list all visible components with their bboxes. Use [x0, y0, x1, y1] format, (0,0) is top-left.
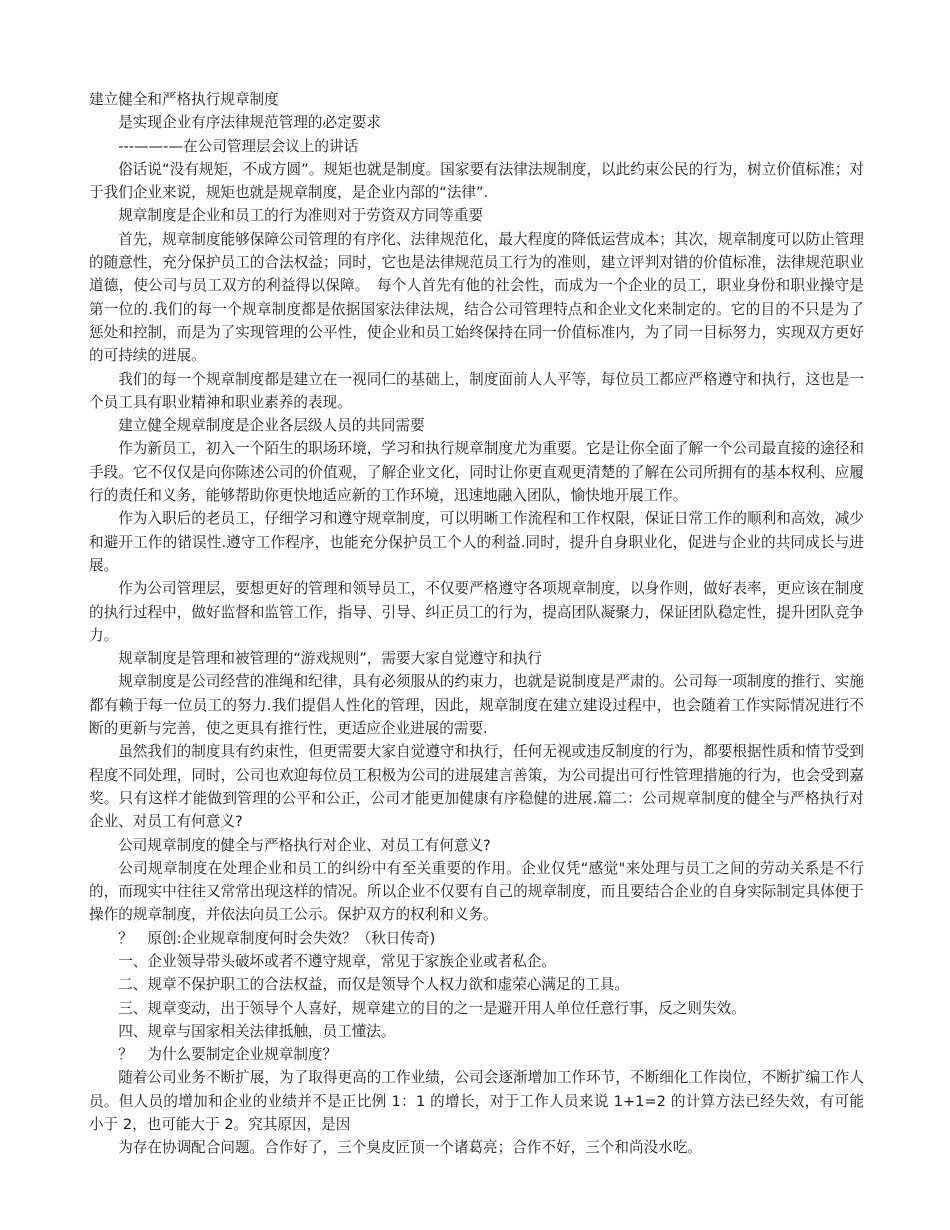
paragraph-body: 为存在协调配合问题。合作好了，三个臭皮匠顶一个诸葛亮；合作不好，三个和尚没水吃。: [118, 1139, 702, 1157]
paragraph-body: 作为公司管理层，要想更好的管理和领导员工，不仅要严格遵守各项规章制度，以身作则，做好表率，更应该在制度的执行过程中，做好监督和监管工作，指导、引导、纠正员工的行为，提高团队凝聚力，保证团队稳定性，提升团队竞争力。: [89, 580, 864, 644]
paragraph-intro: 俗话说“没有规矩，不成方圆”。规矩也就是制度。国家要有法律法规制度，以此约束公民的行为，树立价值标准；对于我们企业来说，规矩也就是规章制度，是企业内部的“法律”.: [89, 160, 864, 202]
section-heading: 公司规章制度的健全与严格执行对企业、对员工有何意义?: [118, 836, 491, 854]
paragraph-body: 随着公司业务不断扩展，为了取得更高的工作业绩，公司会逐渐增加工作环节，不断细化工作岗位，不断扩编工作人员。但人员的增加和企业的业绩并不是正比例 1：1 的增长，对于工作人员来说 1+1=2 的计算方法已经失效，有可能小于 2，也可能大于 2。究其原因，是因: [89, 1069, 864, 1134]
paragraph-body: 公司规章制度在处理企业和员工的纠纷中有至关重要的作用。企业仅凭“感觉"来处理与员工之间的劳动关系是不行的，而现实中往往又常常出现这样的情况。所以企业不仅要有自己的规章制度，而且要结合企业的自身实际制定具体便于操作的规章制度，并依法向员工公示。保护双方的权利和义务。: [89, 859, 864, 924]
paragraph-body: 虽然我们的制度具有约束性，但更需要大家自觉遵守和执行，任何无视或违反制度的行为，都要根据性质和情节受到程度不同处理，同时，公司也欢迎每位员工积极为公司的进展建言善策，为公司提出可行性管理措施的行为，也会受到嘉奖。只有这样才能做到管理的公平和公正，公司才能更加健康有序稳健的进展.篇二：公司规章制度的健全与严格执行对企业、对员工有何意义?: [89, 743, 864, 831]
section-heading: 建立健全规章制度是企业各层级人员的共同需要: [118, 417, 425, 435]
document-title: 建立健全和严格执行规章制度: [89, 91, 279, 108]
document-subtitle: 是实现企业有序法律规范管理的必定要求: [118, 114, 381, 132]
list-item: 三、规章变动，出于领导个人喜好，规章建立的目的之一是避开用人单位任意行事，反之则失效。: [118, 999, 746, 1017]
paragraph-body: 作为新员工，初入一个陌生的职场环境，学习和执行规章制度尤为重要。它是让你全面了解一个公司最直接的途径和手段。它不仅仅是向你陈述公司的价值观，了解企业文化，同时让你更直观更清楚的了解在公司所拥有的基本权利、应履行的责任和义务，能够帮助你更快地适应新的工作环境，迅速地融入团队，愉快地开展工作。: [89, 440, 864, 505]
paragraph-body: 首先，规章制度能够保障公司管理的有序化、法律规范化，最大程度的降低运营成本；其次，规章制度可以防止管理的随意性，充分保护员工的合法权益；同时，它也是法律规范员工行为的准则，建立评判对错的价值标准，法律规范职业道德，使公司与员工双方的利益得以保障。 每个人首先有他的社会性，而成为一个企业的员工，职业身份和职业操守是第一位的.我们的每一个规章制度都是依据国家法律法规，结合公司管理特点和企业文化来制定的。它的目的不只是为了惩处和控制，而是为了实现管理的公平性，使企业和员工始终保持在同一价值标准内，为了同一目标努力，实现双方更好的可持续的进展。: [89, 230, 864, 365]
question-heading: ？ 为什么要制定企业规章制度？: [118, 1046, 338, 1064]
speech-note: ---——-—在公司管理层会议上的讲话: [118, 137, 359, 155]
question-heading: ？ 原创:企业规章制度何时会失效？（秋日传奇): [118, 929, 436, 947]
list-item: 一、企业领导带头破坏或者不遵守规章，常见于家族企业或者私企。: [118, 952, 557, 970]
section-heading: 规章制度是管理和被管理的“游戏规则”，需要大家自觉遵守和执行: [118, 650, 542, 668]
paragraph-body: 我们的每一个规章制度都是建立在一视同仁的基础上，制度面前人人平等，每位员工都应严格遵守和执行，这也是一个员工具有职业精神和职业素养的表现。: [89, 370, 864, 411]
list-item: 四、规章与国家相关法律抵触，员工懂法。: [118, 1022, 396, 1040]
paragraph-body: 规章制度是公司经营的准绳和纪律，具有必须服从的约束力，也就是说制度是严肃的。公司每一项制度的推行、实施都有赖于每一位员工的努力.我们提倡人性化的管理，因此，规章制度在建立建设过程中，也会随着工作实际情况进行不断的更新与完善，使之更具有推行性，更适应企业进展的需要.: [89, 673, 864, 738]
paragraph-body: 作为入职后的老员工，仔细学习和遵守规章制度，可以明晰工作流程和工作权限，保证日常工作的顺利和高效，减少和避开工作的错误性.遵守工作程序，也能充分保护员工个人的利益.同时，提升自身职业化，促进与企业的共同成长与进展。: [89, 510, 864, 574]
section-heading: 规章制度是企业和员工的行为准则对于劳资双方同等重要: [118, 207, 484, 225]
list-item: 二、规章不保护职工的合法权益，而仅是领导个人权力欲和虚荣心满足的工具。: [118, 976, 629, 994]
